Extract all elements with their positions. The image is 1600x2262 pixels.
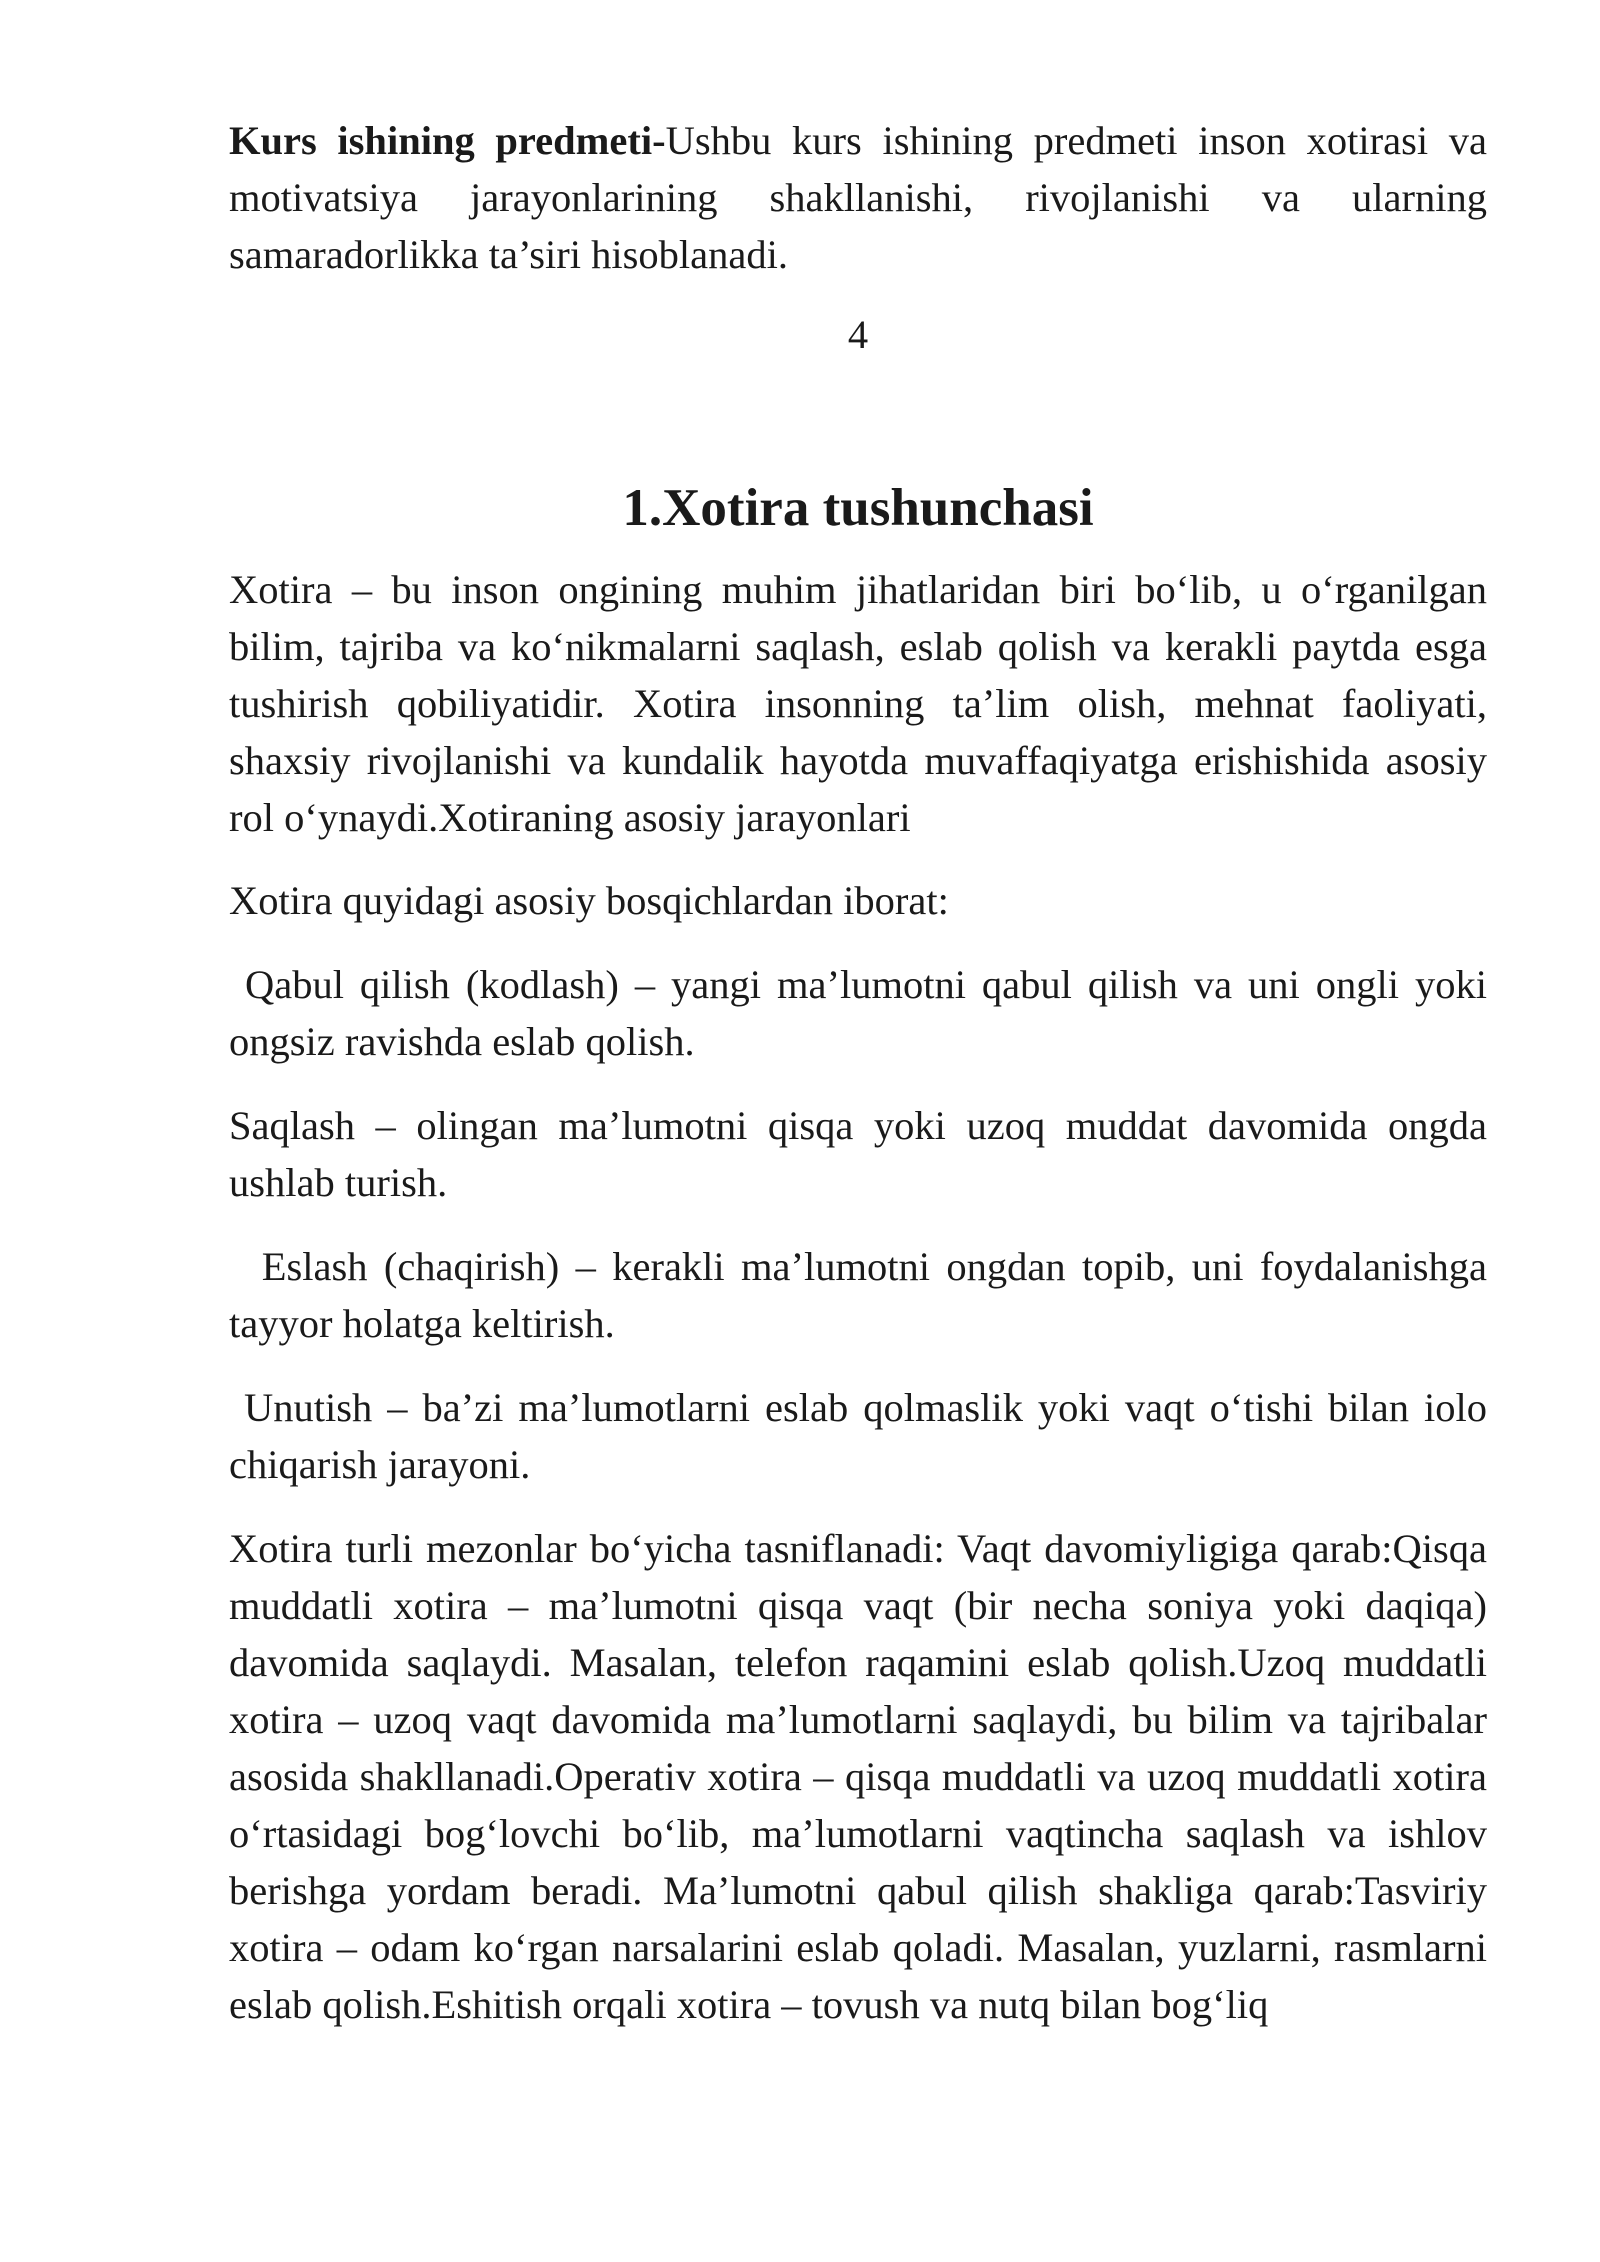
intro-bold-label: Kurs ishining predmeti- [229,118,666,163]
paragraph-classification: Xotira turli mezonlar bo‘yicha tasniflanadi: Vaqt davomiyligiga qarab:Qisqa muddatli xotira – ma’lumotni qisqa vaqt (bir necha soniya yoki daqiqa) davomida saqlaydi. Masalan, telefon raqamini eslab qolish.Uzoq muddatli xotira – uzoq vaqt davomida ma’lumotlarni saqlaydi, bu bilim va tajribalar asosida shakllanadi.Operativ xotira – qisqa muddatli va uzoq muddatli xotira o‘rtasidagi bog‘lovchi bo‘lib, ma’lumotlarni vaqtincha saqlash va ishlov berishga yordam beradi. Ma’lumotni qabul qilish shakliga qarab:Tasviriy xotira – odam ko‘rgan narsalarini eslab qoladi. Masalan, yuzlarni, rasmlarni eslab qolish.Eshitish orqali xotira – tovush va nutq bilan bog‘liq [229,1526,1487,2027]
intro-text: Ushbu kurs ishining predmeti inson xotirasi va motivatsiya jarayonlarining shakllanishi, rivojlanishi va ularning samaradorlikka ta’siri hisoblanadi. [229,118,1487,277]
document-page [229,112,1498,2033]
page-number: 4 [847,312,869,357]
paragraph-encoding: Qabul qilish (kodlash) – yangi ma’lumotni qabul qilish va uni ongli yoki ongsiz ravishda eslab qolish. [229,962,1498,1064]
intro-paragraph [229,112,1487,283]
paragraph-stages-intro: Xotira quyidagi asosiy bosqichlardan iborat: [229,878,949,923]
paragraph-definition: Xotira – bu inson ongining muhim jihatlaridan biri bo‘lib, u o‘rganilgan bilim, tajriba va ko‘nikmalarni saqlash, eslab qolish va kerakli paytda esga tushirish qobiliyatidir. Xotira insonning ta’lim olish, mehnat faoliyati, shaxsiy rivojlanishi va kundalik hayotda muvaffaqiyatga erishishida asosiy rol o‘ynaydi.Xotiraning asosiy jarayonlari [229,567,1487,840]
paragraph-storage: Saqlash – olingan ma’lumotni qisqa yoki uzoq muddat davomida ongda ushlab turish. [229,1103,1487,1205]
paragraph-forgetting: Unutish – ba’zi ma’lumotlarni eslab qolmaslik yoki vaqt o‘tishi bilan iolo chiqarish jarayoni. [229,1385,1498,1487]
paragraph-recall: Eslash (chaqirish) – kerakli ma’lumotni ongdan topib, uni foydalanishga tayyor holatga keltirish. [229,1244,1498,1346]
section-title: 1.Xotira tushunchasi [622,479,1094,537]
